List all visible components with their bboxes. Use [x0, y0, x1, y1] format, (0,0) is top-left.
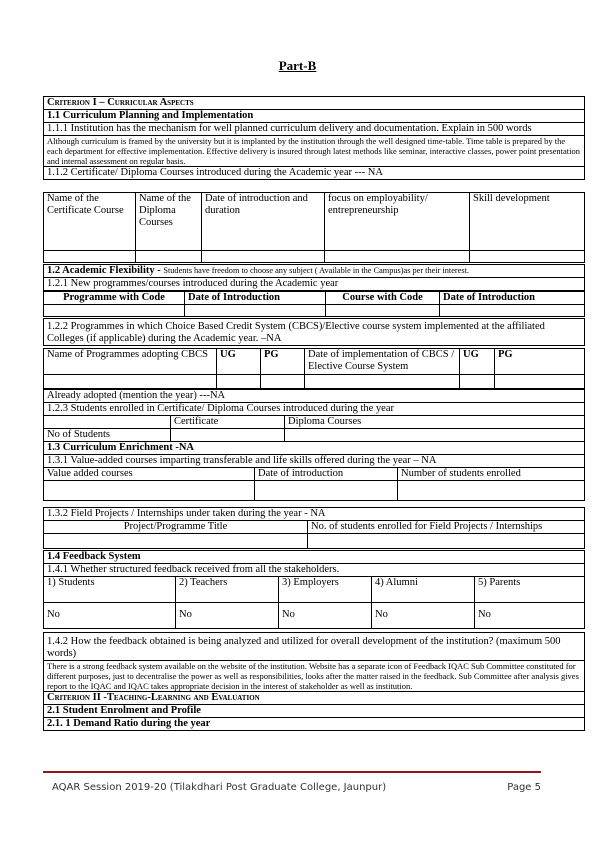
t141-value-parents: No: [475, 603, 585, 629]
question-1-1-1: 1.1.1 Institution has the mechanism for well planned curriculum delivery and documentation. Explain in 500 words: [44, 123, 585, 136]
t112-header-date: Date of introduction and duration: [202, 193, 325, 251]
t122-header-programmes: Name of Programmes adopting CBCS: [44, 349, 217, 375]
t141-header-teachers: 2) Teachers: [176, 577, 279, 603]
question-1-2-2: 1.2.2 Programmes in which Choice Based Credit System (CBCS)/Elective course system implemented at the affiliated Colleges (if applicable) during the Academic year. –NA: [44, 319, 585, 346]
question-1-2-1: 1.2.1 New programmes/courses introduced during the Academic year: [44, 278, 585, 291]
t112-header-focus: focus on employability/ entrepreneurship: [325, 193, 470, 251]
section-1-4-table: [43, 550, 585, 577]
t141-header-employers: 3) Employers: [279, 577, 372, 603]
criterion-2-title: Criterion II -Teaching-Learning and Evaluation: [44, 692, 585, 705]
t131-header-students: Number of students enrolled: [398, 468, 585, 481]
t131-header-courses: Value added courses: [44, 468, 255, 481]
t121-header-course: Course with Code: [326, 292, 440, 305]
question-1-4-1: 1.4.1 Whether structured feedback received from all the stakeholders.: [44, 564, 585, 577]
table-1-2-3: [43, 415, 585, 442]
section-1-2-note: Students have freedom to choose any subject ( Available in the Campus)as per their interest.: [163, 266, 469, 275]
answer-1-4-2: There is a strong feedback system available on the website of the institution. Website has a separate icon of Feedback IQAC Sub Committee constituted for different purposes, just to decentralise the power as well as responsibilities, looks after the matter raised in the feedback. Sub Committee after analysis gives report to the IQAC and IQAC takes appropriate decision in the interest of stakeholder as well as institution.: [44, 661, 585, 692]
t121-header-date-2: Date of Introduction: [440, 292, 585, 305]
section-1-4-2-table: [43, 632, 585, 731]
question-1-3-2: 1.3.2 Field Projects / Internships under taken during the year - NA: [44, 508, 585, 521]
footer-rule: [43, 771, 541, 773]
question-1-3-1: 1.3.1 Value-added courses imparting transferable and life skills offered during the year – NA: [44, 455, 585, 468]
criterion-1-table: [43, 96, 585, 180]
t141-header-alumni: 4) Alumni: [372, 577, 475, 603]
footer-document-title: AQAR Session 2019-20 (Tilakdhari Post Graduate College, Jaunpur): [52, 782, 387, 793]
table-1-2-1: [43, 291, 585, 317]
t123-row-students: No of Students: [44, 429, 171, 442]
t122-header-ug-2: UG: [460, 349, 495, 375]
t121-header-programme: Programme with Code: [44, 292, 185, 305]
table-1-2-2: [43, 348, 585, 389]
t141-value-alumni: No: [372, 603, 475, 629]
answer-1-1-1: Although curriculum is framed by the university but it is implanted by the institution through the well designed time-table. Time table is prepared by the each department for effective implementation. Effective delivery is insured through latest methods like seminar, interactive classes, power point presentation and internal assessment on regular basis.: [44, 136, 585, 167]
section-1-3-table: [43, 441, 585, 468]
t123-header-diploma: Diploma Courses: [285, 416, 585, 429]
table-1-3-2: [43, 520, 585, 549]
t122-header-pg: PG: [261, 349, 305, 375]
t132-header-title: Project/Programme Title: [44, 521, 308, 534]
t122-header-pg-2: PG: [495, 349, 585, 375]
criterion-1-title: Criterion I – Curricular Aspects: [44, 97, 585, 110]
t141-header-students: 1) Students: [44, 577, 176, 603]
t112-header-certificate: Name of the Certificate Course: [44, 193, 136, 251]
section-1-2-3-table: [43, 389, 585, 416]
t121-header-date: Date of Introduction: [185, 292, 326, 305]
section-1-2-title: 1.2 Academic Flexibility -: [47, 265, 161, 276]
part-title: Part-B: [278, 58, 317, 73]
table-1-1-2: [43, 192, 585, 263]
t112-header-skill: Skill development: [470, 193, 585, 251]
t131-header-date: Date of introduction: [255, 468, 398, 481]
t141-value-students: No: [44, 603, 176, 629]
question-1-3-2-table: [43, 507, 585, 521]
question-1-4-2: 1.4.2 How the feedback obtained is being analyzed and utilized for overall development of the institution? (maximum 500 words): [44, 633, 585, 661]
t112-header-diploma: Name of the Diploma Courses: [136, 193, 202, 251]
section-2-1-title: 2.1 Student Enrolment and Profile: [44, 705, 585, 718]
footer-page-number: Page 5: [507, 782, 541, 793]
t132-header-students: No. of students enrolled for Field Projects / Internships: [308, 521, 585, 534]
t141-value-employers: No: [279, 603, 372, 629]
question-2-1-1: 2.1. 1 Demand Ratio during the year: [44, 718, 585, 731]
question-1-1-2: 1.1.2 Certificate/ Diploma Courses introduced during the Academic year --- NA: [44, 167, 585, 180]
question-1-2-3: 1.2.3 Students enrolled in Certificate/ Diploma Courses introduced during the year: [44, 403, 585, 416]
section-1-1-title: 1.1 Curriculum Planning and Implementation: [44, 110, 585, 123]
t122-header-ug: UG: [217, 349, 261, 375]
t141-value-teachers: No: [176, 603, 279, 629]
question-1-2-2-table: [43, 318, 585, 346]
table-1-3-1: [43, 467, 585, 501]
t141-header-parents: 5) Parents: [475, 577, 585, 603]
section-1-2-heading: [44, 265, 585, 278]
section-1-2-table: [43, 264, 585, 291]
t123-header-certificate: Certificate: [171, 416, 285, 429]
table-1-4-1: [43, 576, 585, 629]
section-1-3-title: 1.3 Curriculum Enrichment -NA: [44, 442, 585, 455]
t122-header-date: Date of implementation of CBCS / Elective Course System: [305, 349, 460, 375]
section-1-4-title: 1.4 Feedback System: [44, 551, 585, 564]
already-adopted: Already adopted (mention the year) ---NA: [44, 390, 585, 403]
